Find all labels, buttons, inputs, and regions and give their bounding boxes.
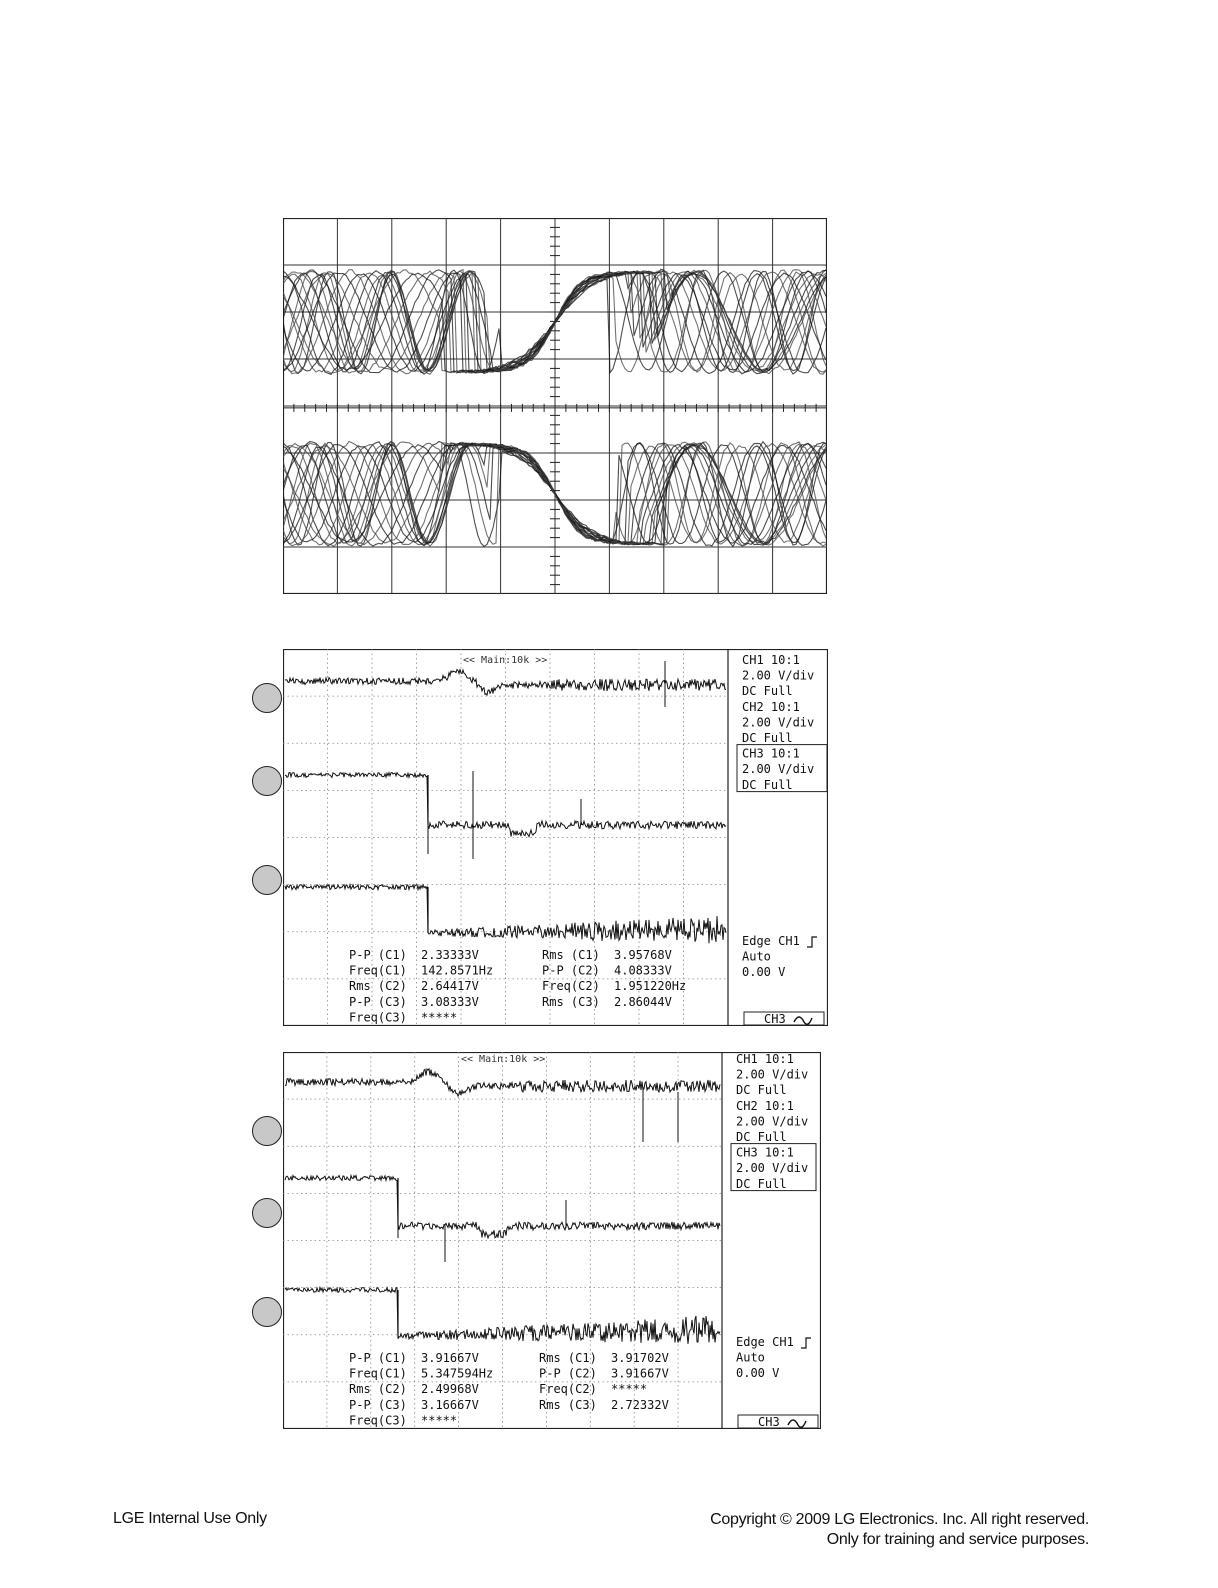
measurement-value: 3.91667V (611, 1366, 669, 1381)
channel-setting-text: CH2 10:1 (736, 1098, 794, 1113)
measurement-label: Rms (C1) (539, 1351, 597, 1365)
timebase-label: << Main:10k >> (461, 1054, 546, 1065)
measurement-value: ***** (421, 1413, 458, 1428)
channel-setting-text: DC Full (736, 1083, 787, 1098)
trigger-setting-text: Edge CH1 (742, 934, 800, 948)
trigger-setting-text: 0.00 V (736, 1366, 780, 1381)
measurement-value: 3.08333V (421, 994, 479, 1009)
channel-setting-text: DC Full (736, 1130, 787, 1144)
channel-setting-text: DC Full (742, 684, 793, 699)
channel-1-marker (252, 683, 282, 713)
measurement-label: Freq(C2) (542, 979, 600, 994)
timebase-label: << Main:10k >> (463, 655, 548, 666)
measurement-label: Freq(C3) (349, 1010, 407, 1025)
measurement-label: Rms (C2) (349, 979, 407, 994)
measurement-label: P-P (C1) (349, 948, 407, 962)
measurement-value: 3.16667V (421, 1397, 479, 1412)
measurement-label: Freq(C1) (349, 1366, 407, 1381)
channel-3-marker (252, 1297, 282, 1327)
measurement-label: Freq(C1) (349, 963, 407, 978)
channel-setting-text: CH2 10:1 (742, 699, 800, 714)
channel-setting-text: CH1 10:1 (736, 1052, 794, 1066)
measurement-value: 2.49968V (421, 1382, 479, 1397)
channel-setting-text: 2.00 V/div (736, 1067, 809, 1082)
channel-setting-text: 2.00 V/div (742, 715, 815, 730)
measurement-label: P-P (C3) (349, 1397, 407, 1412)
scope-capture-1 (283, 649, 828, 1026)
channel-setting-text: DC Full (742, 731, 793, 745)
internal-use-note: LGE Internal Use Only (113, 1510, 267, 1527)
copyright-note (710, 1510, 1089, 1550)
measurement-value: 5.347594Hz (421, 1366, 494, 1381)
measurement-value: 2.86044V (614, 994, 672, 1009)
channel-2-marker (252, 1198, 282, 1228)
channel-setting-text: DC Full (742, 777, 793, 792)
training-line: Only for training and service purposes. (826, 1531, 1089, 1548)
channel-setting-text: 2.00 V/div (736, 1161, 809, 1176)
channel-setting-text: CH3 10:1 (736, 1145, 794, 1160)
channel-button-label: CH3 (764, 1012, 786, 1026)
measurement-value: 4.08333V (614, 963, 672, 978)
channel-setting-text: 2.00 V/div (742, 762, 815, 777)
measurement-value: 142.8571Hz (421, 963, 494, 978)
channel-setting-text: 2.00 V/div (736, 1114, 809, 1129)
channel-setting-text: CH1 10:1 (742, 653, 800, 667)
measurement-value: 3.91667V (421, 1351, 479, 1365)
measurement-label: Freq(C3) (349, 1413, 407, 1428)
measurement-value: 3.91702V (611, 1351, 669, 1365)
copyright-line: Copyright © 2009 LG Electronics. Inc. All right reserved. (710, 1511, 1089, 1528)
measurement-value: 2.64417V (421, 979, 479, 994)
measurement-label: P-P (C3) (349, 994, 407, 1009)
trigger-setting-text: Auto (742, 949, 771, 964)
scope-capture-2 (283, 1052, 821, 1429)
channel-setting-text: 2.00 V/div (742, 668, 815, 683)
channel-button-label: CH3 (758, 1415, 780, 1429)
measurement-value: ***** (611, 1382, 648, 1397)
trigger-setting-text: Auto (736, 1350, 765, 1365)
channel-setting-text: CH3 10:1 (742, 746, 800, 761)
measurement-label: Rms (C2) (349, 1382, 407, 1397)
channel-2-marker (252, 766, 282, 796)
channel-1-marker (252, 1116, 282, 1146)
measurement-label: P-P (C1) (349, 1351, 407, 1365)
channel-3-marker (252, 865, 282, 895)
measurement-label: Rms (C1) (542, 948, 600, 962)
measurement-value: ***** (421, 1010, 458, 1025)
measurement-label: Rms (C3) (539, 1397, 597, 1412)
channel-setting-text: DC Full (736, 1176, 787, 1191)
measurement-value: 2.33333V (421, 948, 479, 962)
measurement-value: 2.72332V (611, 1397, 669, 1412)
measurement-label: P-P (C2) (539, 1366, 597, 1381)
measurement-label: P-P (C2) (542, 963, 600, 978)
trigger-setting-text: Edge CH1 (736, 1335, 794, 1349)
measurement-value: 3.95768V (614, 948, 672, 962)
measurement-label: Freq(C2) (539, 1382, 597, 1397)
trigger-setting-text: 0.00 V (742, 965, 786, 980)
measurement-value: 1.951220Hz (614, 979, 687, 994)
measurement-label: Rms (C3) (542, 994, 600, 1009)
eye-diagram-screen (283, 218, 827, 594)
